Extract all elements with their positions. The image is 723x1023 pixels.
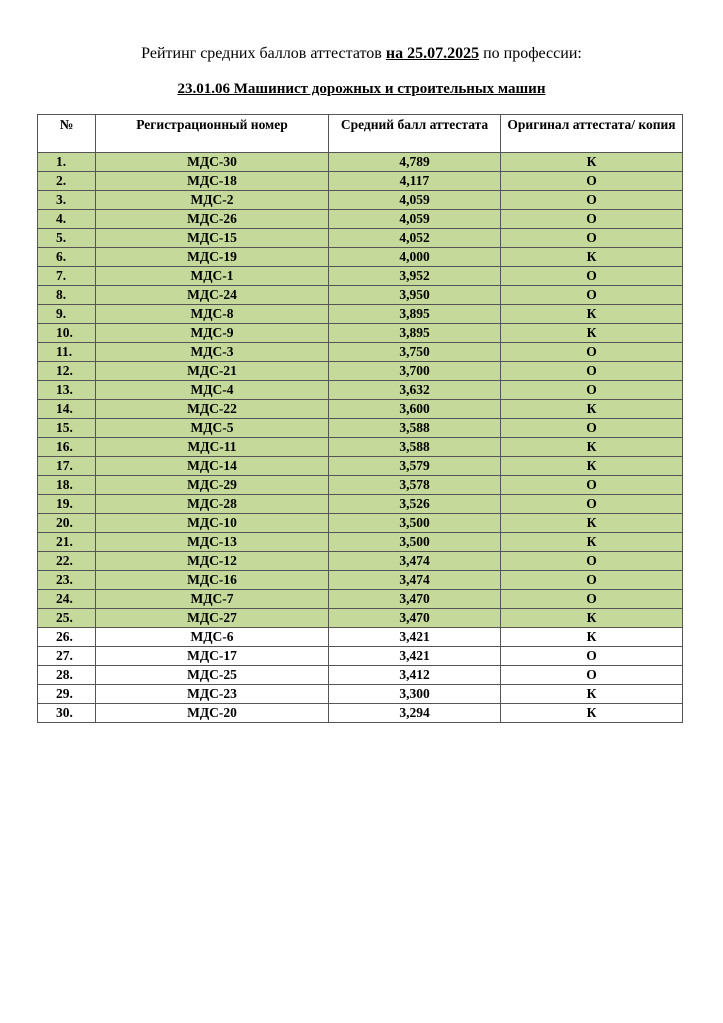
average-score: 4,052 <box>329 229 501 248</box>
table-row <box>38 229 683 248</box>
table-row <box>38 286 683 305</box>
column-header-reg-number: Регистрационный номер <box>96 115 329 153</box>
average-score: 3,500 <box>329 533 501 552</box>
table-row <box>38 248 683 267</box>
table-row <box>38 191 683 210</box>
table-row <box>38 476 683 495</box>
row-number: 16. <box>38 438 96 457</box>
row-number: 4. <box>38 210 96 229</box>
table-row <box>38 172 683 191</box>
table-row <box>38 514 683 533</box>
registration-number: МДС-8 <box>96 305 329 324</box>
table-row <box>38 210 683 229</box>
original-or-copy: О <box>501 229 683 248</box>
average-score: 3,421 <box>329 647 501 666</box>
table-row <box>38 685 683 704</box>
row-number: 9. <box>38 305 96 324</box>
table-row <box>38 381 683 400</box>
average-score: 3,952 <box>329 267 501 286</box>
table-row <box>38 609 683 628</box>
registration-number: МДС-15 <box>96 229 329 248</box>
table-row <box>38 533 683 552</box>
table-row <box>38 704 683 723</box>
column-header-original-copy: Оригинал аттестата/ копия <box>501 115 683 153</box>
registration-number: МДС-23 <box>96 685 329 704</box>
registration-number: МДС-17 <box>96 647 329 666</box>
average-score: 3,895 <box>329 305 501 324</box>
registration-number: МДС-27 <box>96 609 329 628</box>
registration-number: МДС-11 <box>96 438 329 457</box>
row-number: 18. <box>38 476 96 495</box>
original-or-copy: О <box>501 210 683 229</box>
registration-number: МДС-10 <box>96 514 329 533</box>
registration-number: МДС-2 <box>96 191 329 210</box>
table-row <box>38 438 683 457</box>
registration-number: МДС-26 <box>96 210 329 229</box>
original-or-copy: К <box>501 514 683 533</box>
registration-number: МДС-3 <box>96 343 329 362</box>
average-score: 3,470 <box>329 609 501 628</box>
average-score: 3,750 <box>329 343 501 362</box>
average-score: 3,600 <box>329 400 501 419</box>
average-score: 3,500 <box>329 514 501 533</box>
table-row <box>38 647 683 666</box>
original-or-copy: К <box>501 628 683 647</box>
table-row <box>38 305 683 324</box>
original-or-copy: К <box>501 533 683 552</box>
row-number: 22. <box>38 552 96 571</box>
registration-number: МДС-20 <box>96 704 329 723</box>
table-row <box>38 495 683 514</box>
row-number: 28. <box>38 666 96 685</box>
row-number: 1. <box>38 153 96 172</box>
average-score: 3,421 <box>329 628 501 647</box>
registration-number: МДС-12 <box>96 552 329 571</box>
row-number: 21. <box>38 533 96 552</box>
table-row <box>38 362 683 381</box>
average-score: 3,474 <box>329 571 501 590</box>
row-number: 13. <box>38 381 96 400</box>
average-score: 3,579 <box>329 457 501 476</box>
row-number: 29. <box>38 685 96 704</box>
row-number: 24. <box>38 590 96 609</box>
average-score: 3,412 <box>329 666 501 685</box>
table-row <box>38 571 683 590</box>
original-or-copy: О <box>501 590 683 609</box>
original-or-copy: К <box>501 153 683 172</box>
row-number: 6. <box>38 248 96 267</box>
document-title <box>0 44 723 64</box>
registration-number: МДС-5 <box>96 419 329 438</box>
average-score: 3,578 <box>329 476 501 495</box>
original-or-copy: О <box>501 172 683 191</box>
original-or-copy: К <box>501 457 683 476</box>
row-number: 11. <box>38 343 96 362</box>
original-or-copy: К <box>501 438 683 457</box>
average-score: 3,588 <box>329 438 501 457</box>
original-or-copy: О <box>501 343 683 362</box>
title-prefix: Рейтинг средних баллов аттестатов <box>141 45 386 62</box>
original-or-copy: О <box>501 666 683 685</box>
average-score: 3,294 <box>329 704 501 723</box>
row-number: 26. <box>38 628 96 647</box>
average-score: 3,474 <box>329 552 501 571</box>
row-number: 15. <box>38 419 96 438</box>
table-row <box>38 153 683 172</box>
original-or-copy: К <box>501 324 683 343</box>
row-number: 8. <box>38 286 96 305</box>
average-score: 3,950 <box>329 286 501 305</box>
rating-table <box>37 114 683 723</box>
row-number: 2. <box>38 172 96 191</box>
table-row <box>38 400 683 419</box>
average-score: 3,700 <box>329 362 501 381</box>
column-header-number: № <box>38 115 96 153</box>
average-score: 4,059 <box>329 191 501 210</box>
row-number: 5. <box>38 229 96 248</box>
original-or-copy: К <box>501 248 683 267</box>
registration-number: МДС-30 <box>96 153 329 172</box>
row-number: 23. <box>38 571 96 590</box>
registration-number: МДС-13 <box>96 533 329 552</box>
table-row <box>38 457 683 476</box>
registration-number: МДС-9 <box>96 324 329 343</box>
row-number: 27. <box>38 647 96 666</box>
row-number: 30. <box>38 704 96 723</box>
average-score: 4,059 <box>329 210 501 229</box>
average-score: 3,300 <box>329 685 501 704</box>
original-or-copy: К <box>501 704 683 723</box>
table-row <box>38 628 683 647</box>
original-or-copy: О <box>501 476 683 495</box>
average-score: 4,117 <box>329 172 501 191</box>
original-or-copy: О <box>501 286 683 305</box>
row-number: 17. <box>38 457 96 476</box>
column-header-average-score: Средний балл аттестата <box>329 115 501 153</box>
registration-number: МДС-7 <box>96 590 329 609</box>
row-number: 25. <box>38 609 96 628</box>
registration-number: МДС-1 <box>96 267 329 286</box>
row-number: 14. <box>38 400 96 419</box>
row-number: 20. <box>38 514 96 533</box>
registration-number: МДС-16 <box>96 571 329 590</box>
row-number: 7. <box>38 267 96 286</box>
original-or-copy: О <box>501 552 683 571</box>
title-suffix: по профессии: <box>479 45 582 62</box>
original-or-copy: К <box>501 685 683 704</box>
registration-number: МДС-25 <box>96 666 329 685</box>
average-score: 3,526 <box>329 495 501 514</box>
table-row <box>38 590 683 609</box>
registration-number: МДС-28 <box>96 495 329 514</box>
registration-number: МДС-19 <box>96 248 329 267</box>
table-row <box>38 343 683 362</box>
original-or-copy: О <box>501 267 683 286</box>
registration-number: МДС-14 <box>96 457 329 476</box>
row-number: 10. <box>38 324 96 343</box>
registration-number: МДС-21 <box>96 362 329 381</box>
table-row <box>38 666 683 685</box>
original-or-copy: О <box>501 495 683 514</box>
table-body <box>38 153 683 723</box>
table-row <box>38 552 683 571</box>
original-or-copy: О <box>501 571 683 590</box>
registration-number: МДС-29 <box>96 476 329 495</box>
original-or-copy: К <box>501 609 683 628</box>
row-number: 12. <box>38 362 96 381</box>
original-or-copy: К <box>501 305 683 324</box>
average-score: 3,895 <box>329 324 501 343</box>
average-score: 3,588 <box>329 419 501 438</box>
original-or-copy: О <box>501 381 683 400</box>
registration-number: МДС-6 <box>96 628 329 647</box>
registration-number: МДС-4 <box>96 381 329 400</box>
table-row <box>38 324 683 343</box>
registration-number: МДС-18 <box>96 172 329 191</box>
original-or-copy: О <box>501 191 683 210</box>
original-or-copy: О <box>501 362 683 381</box>
registration-number: МДС-22 <box>96 400 329 419</box>
registration-number: МДС-24 <box>96 286 329 305</box>
average-score: 3,470 <box>329 590 501 609</box>
table-row <box>38 267 683 286</box>
average-score: 3,632 <box>329 381 501 400</box>
original-or-copy: К <box>501 400 683 419</box>
average-score: 4,000 <box>329 248 501 267</box>
original-or-copy: О <box>501 647 683 666</box>
table-header-row <box>38 115 683 153</box>
average-score: 4,789 <box>329 153 501 172</box>
original-or-copy: О <box>501 419 683 438</box>
row-number: 19. <box>38 495 96 514</box>
title-date: на 25.07.2025 <box>385 45 480 62</box>
table-row <box>38 419 683 438</box>
row-number: 3. <box>38 191 96 210</box>
profession-subtitle: 23.01.06 Машинист дорожных и строительных машин <box>177 81 546 97</box>
